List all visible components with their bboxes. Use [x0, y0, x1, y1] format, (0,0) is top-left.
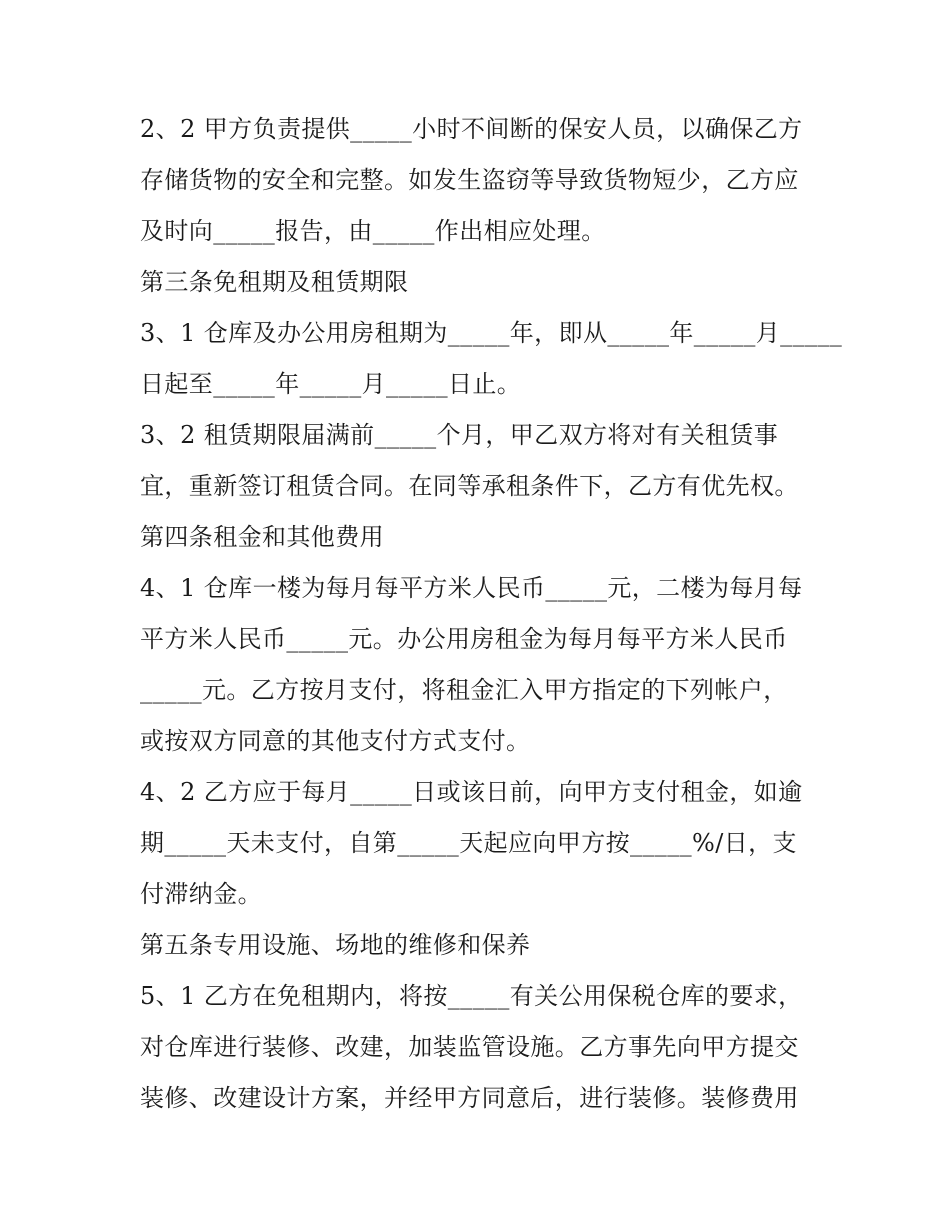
- article-4-heading: 第四条租金和其他费用: [140, 523, 384, 551]
- clause-3-1-line-2: 日起至_____年_____月_____日止。: [140, 370, 522, 398]
- clause-4-1-line-2: 平方米人民币_____元。办公用房租金为每月每平方米人民币: [140, 625, 788, 653]
- article-3-heading: 第三条免租期及租赁期限: [140, 268, 409, 296]
- clause-4-1-line-3: _____元。乙方按月支付，将租金汇入甲方指定的下列帐户，: [140, 676, 788, 704]
- clause-3-2-line-2: 宜，重新签订租赁合同。在同等承租条件下，乙方有优先权。: [140, 472, 799, 500]
- clause-4-2-line-2: 期_____天未支付，自第_____天起应向甲方按_____%/日，支: [140, 829, 797, 857]
- clause-5-1-line-2: 对仓库进行装修、改建，加装监管设施。乙方事先向甲方提交: [140, 1033, 799, 1061]
- article-5-heading: 第五条专用设施、场地的维修和保养: [140, 931, 531, 959]
- contract-text: [140, 104, 843, 1124]
- clause-4-2-line-3: 付滞纳金。: [140, 880, 262, 908]
- clause-2-2-line-1: 2、2 甲方负责提供_____小时不间断的保安人员，以确保乙方: [140, 115, 803, 143]
- clause-4-1-line-1: 4、1 仓库一楼为每月每平方米人民币_____元，二楼为每月每: [140, 574, 803, 602]
- clause-3-1-line-1: 3、1 仓库及办公用房租期为_____年，即从_____年_____月_____: [140, 319, 843, 347]
- clause-4-1-line-4: 或按双方同意的其他支付方式支付。: [140, 727, 531, 755]
- clause-5-1-line-1: 5、1 乙方在免租期内，将按_____有关公用保税仓库的要求，: [140, 982, 803, 1010]
- clause-2-2-line-2: 存储货物的安全和完整。如发生盗窃等导致货物短少，乙方应: [140, 166, 799, 194]
- clause-5-1-line-3: 装修、改建设计方案，并经甲方同意后，进行装修。装修费用: [140, 1084, 799, 1112]
- clause-3-2-line-1: 3、2 租赁期限届满前_____个月，甲乙双方将对有关租赁事: [140, 421, 779, 449]
- clause-4-2-line-1: 4、2 乙方应于每月_____日或该日前，向甲方支付租金，如逾: [140, 778, 803, 806]
- clause-2-2-line-3: 及时向_____报告，由_____作出相应处理。: [140, 217, 606, 245]
